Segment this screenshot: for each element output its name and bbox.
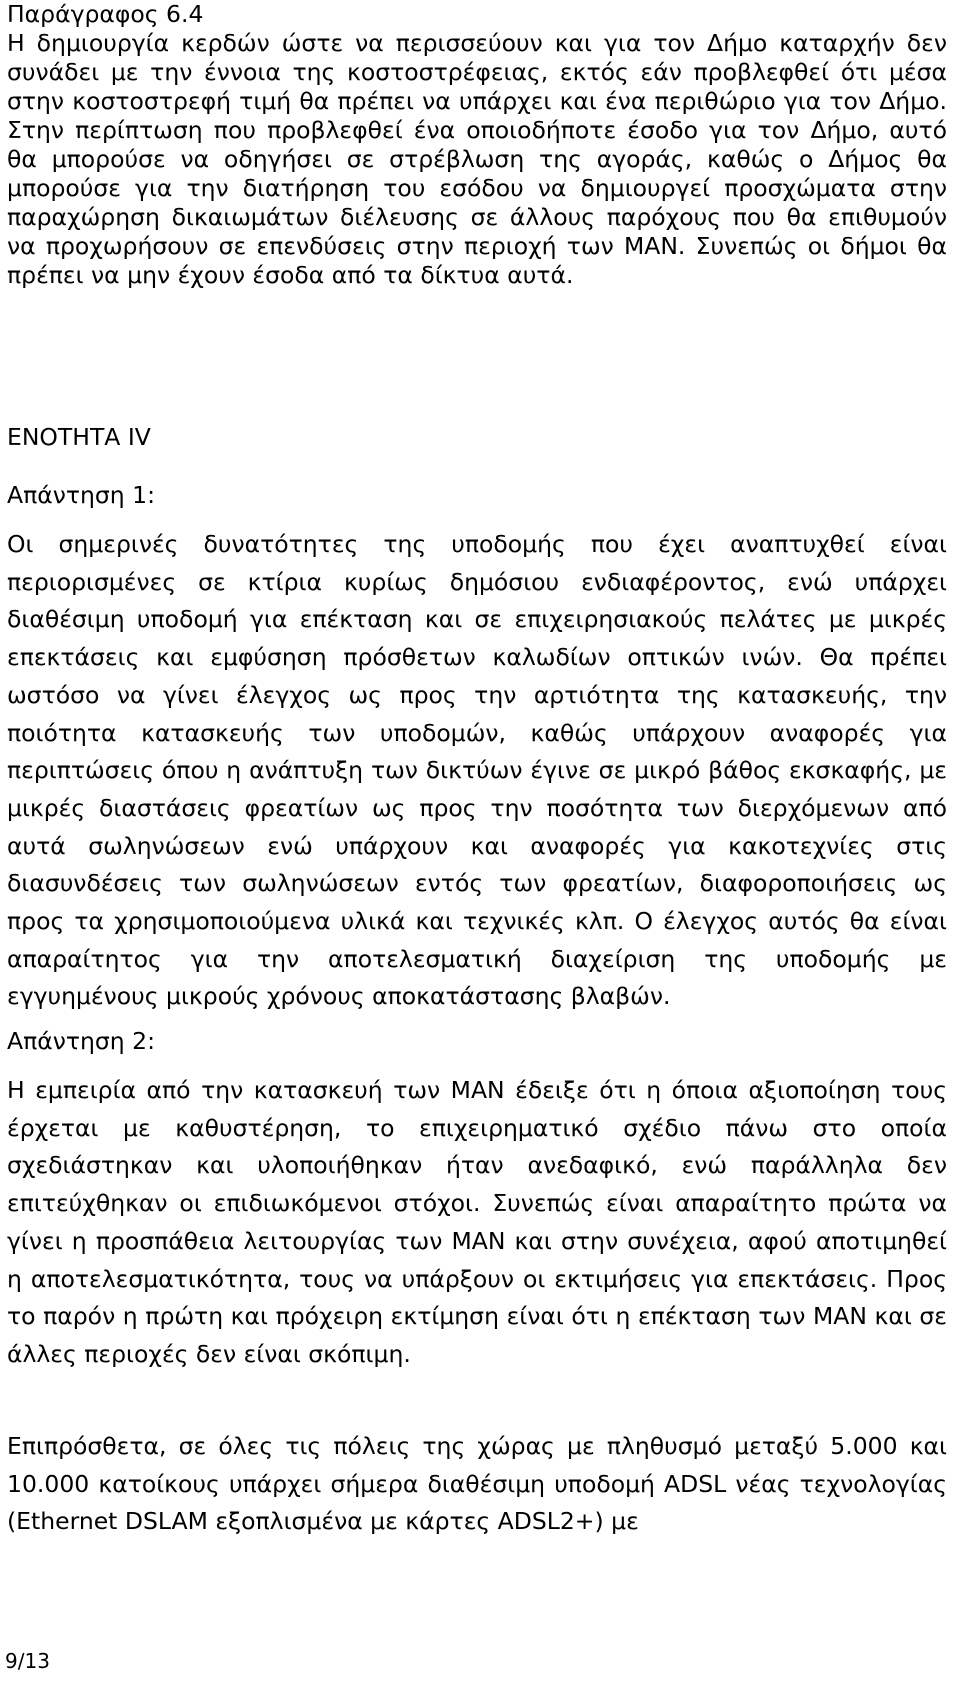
answer-2-text: Η εμπειρία από την κατασκευή των MAN έδειξε ότι η όποια αξιοποίηση τους έρχεται με καθυστέρηση, το επιχειρηματικό σχέδιο πάνω στο οποία σχεδιάστηκαν και υλοποιήθηκαν ήταν ανεδαφικό, ενώ παράλληλα δεν επιτεύχθηκαν οι επιδιωκόμενοι στόχοι. Συνεπώς είναι απαραίτητο πρώτα να γίνει η προσπάθεια λειτουργίας των MAN και στην συνέχεια, αφού αποτιμηθεί η αποτελεσματικότητα, τους να υπάρξουν οι εκτιμήσεις για επεκτάσεις. Προς το παρόν η πρώτη και πρόχειρη εκτίμηση είναι ότι η επέκταση των MAN και σε άλλες περιοχές δεν είναι σκόπιμη. xyxy=(7,1076,947,1368)
answer-2-text-continued: Επιπρόσθετα, σε όλες τις πόλεις της χώρας με πληθυσμό μεταξύ 5.000 και 10.000 κατοίκους υπάρχει σήμερα διαθέσιμη υποδομή ADSL νέας τεχνολογίας (Ethernet DSLAM εξοπλισμένα με κάρτες ADSL2+) με xyxy=(7,1432,947,1536)
paragraph-6-4-text: Η δημιουργία κερδών ώστε να περισσεύουν και για τον Δήμο καταρχήν δεν συνάδει με την έννοια της κοστοστρέφειας, εκτός εάν προβλεφθεί ότι μέσα στην κοστοστρεφή τιμή θα πρέπει να υπάρχει και ένα περιθώριο για τον Δήμο. Στην περίπτωση που προβλεφθεί ένα οποιοδήποτε έσοδο για τον Δήμο, αυτό θα μπορούσε να οδηγήσει σε στρέβλωση της αγοράς, καθώς ο Δήμος θα μπορούσε για την διατήρηση του εσόδου να δημιουργεί προσχώματα στην παραχώρηση δικαιωμάτων διέλευσης σε άλλους παρόχους που θα επιθυμούν να προχωρήσουν σε επενδύσεις στην περιοχή των MAN. Συνεπώς οι δήμοι θα πρέπει να μην έχουν έσοδα από τα δίκτυα αυτά. xyxy=(7,29,947,289)
section-6-4-block xyxy=(7,0,947,290)
section-title: Παράγραφος 6.4 xyxy=(7,0,204,28)
unit-heading: ΕΝΟΤΗΤΑ IV xyxy=(7,423,151,451)
answer-2-label: Απάντηση 2: xyxy=(7,1027,156,1055)
answer-1-text: Οι σημερινές δυνατότητες της υποδομής που έχει αναπτυχθεί είναι περιορισμένες σε κτίρια κυρίως δημόσιου ενδιαφέροντος, ενώ υπάρχει διαθέσιμη υποδομή για επέκταση και σε επιχειρησιακούς πελάτες με μικρές επεκτάσεις και εμφύσηση πρόσθετων καλωδίων οπτικών ινών. Θα πρέπει ωστόσο να γίνει έλεγχος ως προς την αρτιότητα της κατασκευής, την ποιότητα κατασκευής των υποδομών, καθώς υπάρχουν αναφορές για περιπτώσεις όπου η ανάπτυξη των δικτύων έγινε σε μικρό βάθος εκσκαφής, με μικρές διαστάσεις φρεατίων ως προς την ποσότητα των διερχόμενων από αυτά σωληνώσεων ενώ υπάρχουν και αναφορές για κακοτεχνίες στις διασυνδέσεις των σωληνώσεων εντός των φρεατίων, διαφοροποιήσεις ως προς τα χρησιμοποιούμενα υλικά και τεχνικές κλπ. Ο έλεγχος αυτός θα είναι απαραίτητος για την αποτελεσματική διαχείριση της υποδομής με εγγυημένους μικρούς χρόνους αποκατάστασης βλαβών. xyxy=(7,530,947,1011)
page-number: 9/13 xyxy=(5,1649,50,1673)
answer-1-label: Απάντηση 1: xyxy=(7,481,156,509)
